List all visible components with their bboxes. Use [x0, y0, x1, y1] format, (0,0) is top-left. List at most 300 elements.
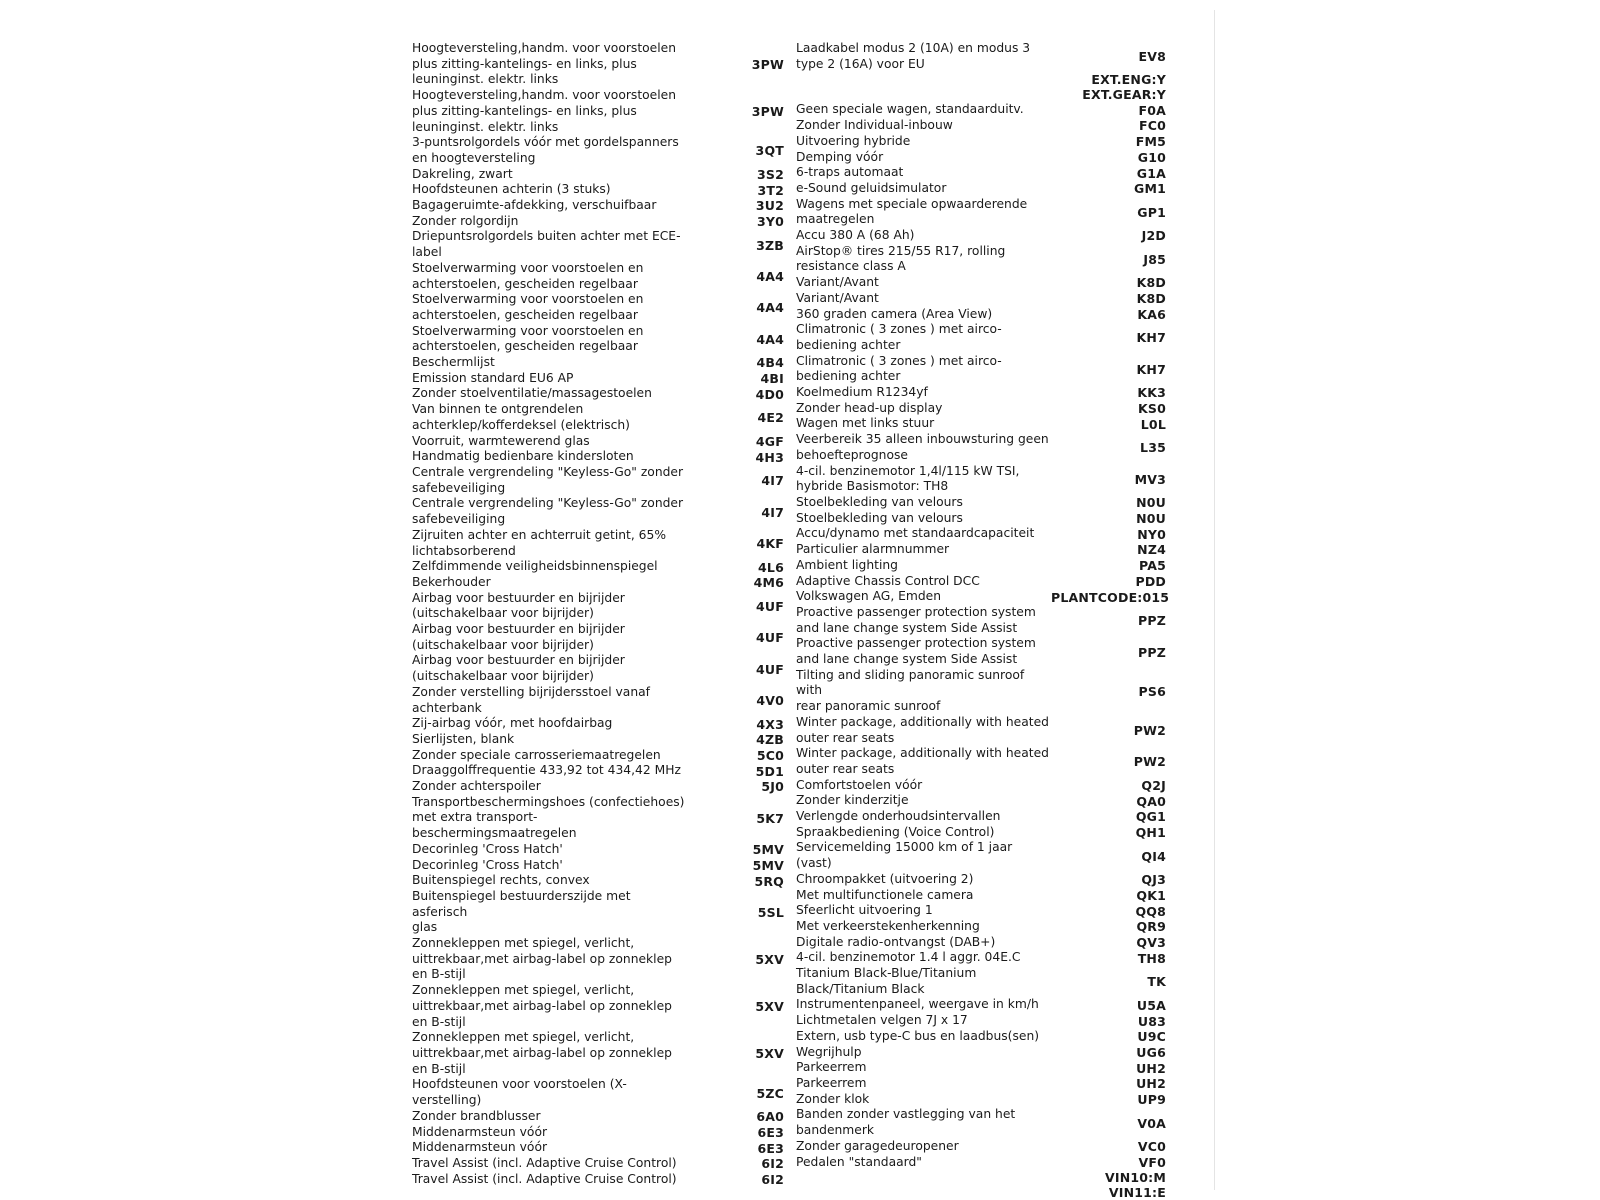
option-code: PDD	[1135, 573, 1166, 589]
option-row	[796, 291, 1166, 307]
option-row	[412, 167, 784, 183]
option-description: Centrale vergrendeling "Keyless-Go" zonder safebeveiliging	[412, 464, 684, 495]
option-description: Proactive passenger protection system and lane change system Side Assist	[796, 636, 1036, 667]
option-row	[796, 542, 1166, 558]
option-row	[412, 1172, 784, 1188]
option-description: Stoelbekleding van velours	[796, 494, 963, 509]
option-row	[796, 354, 1166, 385]
option-row	[796, 1060, 1166, 1076]
option-description: Zonder head-up display	[796, 400, 943, 415]
option-description: Uitvoering hybride	[796, 133, 911, 148]
option-description: Airbag voor bestuurder en bijrijder (uitschakelbaar voor bijrijder)	[412, 622, 625, 652]
option-description: Sfeerlicht uitvoering 1	[796, 903, 933, 918]
option-code: KS0	[1138, 401, 1166, 417]
option-code: 5D1	[755, 763, 784, 779]
option-code: UG6	[1136, 1044, 1166, 1060]
option-code: VF0	[1138, 1154, 1166, 1170]
option-description: Geen speciale wagen, standaarduitv.	[796, 102, 1024, 117]
option-description: Travel Assist (incl. Adaptive Cruise Control)	[412, 1171, 677, 1186]
option-code: 4E2	[757, 410, 784, 426]
option-description: Particulier alarmnummer	[796, 542, 950, 557]
option-row	[796, 165, 1166, 181]
option-code: U83	[1137, 1013, 1166, 1029]
option-description: Adaptive Chassis Control DCC	[796, 573, 980, 588]
option-description: Bekerhouder	[412, 574, 491, 589]
option-code: 6I2	[761, 1156, 784, 1172]
option-description: Zonder garagedeuropener	[796, 1138, 959, 1153]
option-description: Zonder kinderzitje	[796, 793, 909, 808]
option-row	[796, 1029, 1166, 1045]
option-code: 4H3	[755, 449, 784, 465]
option-row	[412, 716, 784, 732]
option-description: Wagens met speciale opwaarderende maatregelen	[796, 196, 1028, 227]
option-code: 6E3	[757, 1140, 784, 1156]
option-code: 3Y0	[756, 214, 784, 230]
option-row	[412, 41, 784, 88]
option-description: Hoogteversteling,handm. voor voorstoelen plus zitting-kantelings- en links, plus leuninginst. elektr. links	[412, 88, 677, 134]
option-code: 3ZB	[756, 237, 784, 253]
option-row	[412, 653, 784, 684]
option-description: Airbag voor bestuurder en bijrijder (uitschakelbaar voor bijrijder)	[412, 653, 625, 684]
option-description: Zij-airbag vóór, met hoofdairbag	[412, 716, 613, 731]
option-code: 6I2	[761, 1171, 784, 1187]
option-code: NY0	[1137, 526, 1166, 542]
option-code: 3PW	[751, 57, 784, 73]
option-row	[796, 307, 1166, 323]
option-code: KH7	[1136, 361, 1166, 377]
option-code: 4A4	[756, 300, 784, 316]
option-row	[796, 1170, 1166, 1185]
option-row	[412, 386, 784, 402]
option-code: 3S2	[757, 166, 784, 182]
option-code: K8D	[1136, 291, 1166, 307]
option-description: Banden zonder vastlegging van het bandenmerk	[796, 1107, 1016, 1138]
option-code: 3U2	[755, 198, 784, 214]
option-code: KH7	[1136, 330, 1166, 346]
option-row	[796, 72, 1166, 87]
option-row	[796, 275, 1166, 291]
option-row	[796, 935, 1166, 951]
option-description: Buitenspiegel rechts, convex	[412, 873, 590, 888]
option-row	[412, 1109, 784, 1125]
option-description: Accu/dynamo met standaardcapaciteit	[796, 526, 1035, 541]
option-description: Digitale radio-ontvangst (DAB+)	[796, 934, 996, 949]
option-description: Volkswagen AG, Emden	[796, 589, 942, 604]
option-code: QR9	[1136, 919, 1166, 935]
option-description: Veerbereik 35 alleen inbouwsturing geen behoefteprognose	[796, 432, 1049, 462]
option-code: 4KF	[756, 536, 784, 551]
option-description: 4-cil. benzinemotor 1.4 l aggr. 04E.C	[796, 950, 1021, 965]
option-description: Spraakbediening (Voice Control)	[796, 824, 995, 839]
option-description: Zonder Individual-inbouw	[796, 118, 953, 133]
option-row	[412, 198, 784, 214]
option-description: 4-cil. benzinemotor 1,4l/115 kW TSI, hybride Basismotor: TH8	[796, 463, 1020, 494]
option-row	[796, 778, 1166, 794]
option-row	[796, 41, 1166, 72]
option-description: Laadkabel modus 2 (10A) en modus 3 type 2 (16A) voor EU	[796, 41, 1031, 71]
option-code: U5A	[1136, 997, 1166, 1013]
option-row	[796, 715, 1166, 746]
option-description: Zonder klok	[796, 1091, 870, 1106]
option-description: Zonder rolgordijn	[412, 213, 519, 228]
option-row	[796, 181, 1166, 197]
option-code: 5MV	[752, 857, 784, 873]
option-row	[412, 496, 784, 527]
option-code: 5XV	[755, 952, 784, 968]
option-row	[412, 355, 784, 371]
option-description: Zonnekleppen met spiegel, verlicht, uittrekbaar,met airbag-label op zonneklep en B-stijl	[412, 983, 672, 1029]
option-row	[412, 528, 784, 559]
option-row	[412, 292, 784, 323]
option-code: V0A	[1137, 1115, 1166, 1131]
option-row	[796, 526, 1166, 542]
option-code: VC0	[1137, 1139, 1166, 1155]
option-row	[412, 402, 784, 433]
option-code: 3PW	[751, 104, 784, 120]
option-code: PS6	[1138, 683, 1166, 699]
option-code: UH2	[1136, 1076, 1166, 1092]
option-description: Van binnen te ontgrendelen achterklep/kofferdeksel (elektrisch)	[412, 402, 630, 432]
option-description: Variant/Avant	[796, 290, 879, 305]
option-row	[796, 102, 1166, 118]
option-description: Beschermlijst	[412, 355, 495, 370]
option-description: Middenarmsteun vóór	[412, 1124, 548, 1139]
option-code: PW2	[1133, 754, 1166, 770]
option-row	[412, 88, 784, 135]
option-code: QI4	[1141, 848, 1166, 864]
option-row	[412, 779, 784, 795]
option-code: 4V0	[756, 693, 784, 709]
option-row	[412, 434, 784, 450]
option-row	[412, 1156, 784, 1172]
option-row	[412, 591, 784, 622]
option-description: 6-traps automaat	[796, 165, 904, 180]
option-row	[796, 605, 1166, 636]
option-description: Draaggolffrequentie 433,92 tot 434,42 MHz	[412, 763, 681, 778]
option-row	[796, 1139, 1166, 1155]
option-description: Met verkeerstekenherkenning	[796, 918, 980, 933]
option-row	[796, 495, 1166, 511]
option-row	[412, 324, 784, 355]
option-description: AirStop® tires 215/55 R17, rolling resistance class A	[796, 243, 1006, 274]
option-code: 5XV	[755, 1046, 784, 1062]
option-description: Hoofdsteunen achterin (3 stuks)	[412, 182, 611, 197]
option-row	[796, 1185, 1166, 1200]
option-row	[412, 465, 784, 496]
option-row	[412, 1030, 784, 1077]
option-code: UP9	[1137, 1092, 1166, 1108]
option-code: EV8	[1138, 49, 1166, 65]
option-code: 4GF	[755, 433, 784, 449]
option-row	[412, 763, 784, 779]
option-code: UH2	[1136, 1060, 1166, 1076]
option-code: L35	[1140, 440, 1166, 456]
option-row	[796, 87, 1166, 102]
option-code: 4A4	[756, 269, 784, 285]
option-row	[796, 322, 1166, 353]
option-row	[796, 950, 1166, 966]
option-description: Hoogteversteling,handm. voor voorstoelen plus zitting-kantelings- en links, plus leuninginst. elektr. links	[412, 41, 677, 87]
option-row	[412, 1077, 784, 1108]
option-code: G10	[1137, 149, 1166, 165]
option-code: 5SL	[757, 905, 784, 921]
option-code: L0L	[1140, 416, 1166, 432]
option-row	[412, 182, 784, 198]
option-description: Climatronic ( 3 zones ) met airco- bediening achter	[796, 353, 1002, 384]
option-code: PPZ	[1138, 613, 1166, 629]
option-code: QG1	[1135, 809, 1166, 825]
option-code: 4I7	[761, 504, 784, 520]
option-description: Winter package, additionally with heated outer rear seats	[796, 746, 1049, 776]
option-code: N0U	[1136, 511, 1166, 527]
option-code: FC0	[1138, 118, 1166, 134]
option-row	[412, 261, 784, 292]
option-description: Stoelverwarming voor voorstoelen en achterstoelen, gescheiden regelbaar	[412, 260, 644, 291]
option-code: Q2J	[1141, 777, 1166, 793]
option-code: 5J0	[761, 779, 784, 795]
option-code: 5ZC	[756, 1085, 784, 1101]
option-code: QV3	[1136, 935, 1166, 951]
option-description: Stoelverwarming voor voorstoelen en achterstoelen, gescheiden regelbaar	[412, 292, 644, 322]
option-description: Zonnekleppen met spiegel, verlicht, uittrekbaar,met airbag-label op zonneklep en B-stijl	[412, 936, 672, 982]
option-row	[796, 1092, 1166, 1108]
option-code: QH1	[1135, 825, 1166, 841]
option-row	[796, 903, 1166, 919]
option-code: 4B4	[756, 355, 784, 371]
option-description: Lichtmetalen velgen 7J x 17	[796, 1013, 968, 1028]
option-description: e-Sound geluidsimulator	[796, 180, 947, 195]
option-code: U9C	[1137, 1029, 1166, 1045]
option-description: Variant/Avant	[796, 275, 879, 290]
option-code: F0A	[1138, 102, 1166, 118]
option-row	[412, 1125, 784, 1141]
option-description: Middenarmsteun vóór	[412, 1140, 548, 1155]
option-code: 6A0	[756, 1109, 784, 1125]
option-code: 5XV	[755, 999, 784, 1015]
option-row	[796, 574, 1166, 590]
option-code: 4BI	[760, 371, 784, 387]
option-code: 3QT	[755, 143, 784, 159]
option-code: PA5	[1139, 558, 1166, 574]
option-description: Zonder verstelling bijrijdersstoel vanaf achterbank	[412, 684, 650, 715]
option-code: EXT.GEAR:Y	[1082, 87, 1166, 103]
option-description: Transportbeschermingshoes (confectiehoes) met extra transport- beschermingsmaatregelen	[412, 794, 685, 841]
scan-page-edge	[1214, 10, 1215, 1190]
option-description: 3-puntsrolgordels vóór met gordelspanners en hoogteversteling	[412, 135, 679, 165]
option-row	[796, 840, 1166, 871]
option-description: Hoofdsteunen voor voorstoelen (X- verstelling)	[412, 1077, 627, 1108]
option-code: 4A4	[756, 331, 784, 347]
option-row	[796, 244, 1166, 275]
option-description: Koelmedium R1234yf	[796, 385, 928, 400]
option-row	[412, 214, 784, 230]
option-code: J85	[1143, 251, 1166, 267]
option-code: 4I7	[761, 473, 784, 489]
option-row	[412, 795, 784, 842]
option-code: K8D	[1136, 275, 1166, 291]
option-row	[412, 685, 784, 716]
option-description: Dakreling, zwart	[412, 166, 513, 181]
option-description: Zelfdimmende veiligheidsbinnenspiegel	[412, 559, 658, 574]
option-code: N0U	[1136, 495, 1166, 511]
option-row	[412, 575, 784, 591]
option-row	[796, 825, 1166, 841]
option-row	[796, 385, 1166, 401]
option-row	[796, 1045, 1166, 1061]
option-row	[796, 809, 1166, 825]
option-row	[796, 1013, 1166, 1029]
option-code: 4UF	[756, 630, 784, 646]
option-code: 5MV	[752, 842, 784, 858]
option-description: Proactive passenger protection system and lane change system Side Assist	[796, 604, 1036, 635]
option-row	[796, 1107, 1166, 1138]
option-description: Zijruiten achter en achterruit getint, 65% lichtabsorberend	[412, 527, 667, 558]
option-description: Tilting and sliding panoramic sunroof with rear panoramic sunroof	[796, 667, 1025, 714]
option-description: Decorinleg 'Cross Hatch'	[412, 857, 563, 872]
option-description: Airbag voor bestuurder en bijrijder (uitschakelbaar voor bijrijder)	[412, 590, 625, 621]
option-row	[796, 432, 1166, 463]
option-code: 4UF	[756, 661, 784, 677]
option-description: Pedalen "standaard"	[796, 1154, 922, 1169]
option-description: Stoelbekleding van velours	[796, 510, 963, 525]
option-code: 4M6	[753, 575, 784, 591]
option-row	[412, 858, 784, 874]
option-code: KA6	[1137, 306, 1166, 322]
option-code: TK	[1147, 974, 1166, 990]
option-row	[412, 748, 784, 764]
option-description: Travel Assist (incl. Adaptive Cruise Control)	[412, 1155, 677, 1170]
option-description: Stoelverwarming voor voorstoelen en achterstoelen, gescheiden regelbaar	[412, 323, 644, 354]
option-code: QK1	[1136, 887, 1166, 903]
option-code: QA0	[1136, 793, 1166, 809]
option-code: VIN10:M	[1104, 1170, 1166, 1186]
option-row	[796, 118, 1166, 134]
option-code: NZ4	[1137, 542, 1166, 558]
option-code: 4D0	[755, 386, 784, 402]
option-description: Zonnekleppen met spiegel, verlicht, uittrekbaar,met airbag-label op zonneklep en B-stijl	[412, 1030, 672, 1076]
option-row	[796, 793, 1166, 809]
option-row	[796, 1155, 1166, 1171]
option-row	[796, 746, 1166, 777]
option-code: 4X3	[756, 716, 784, 732]
option-row	[796, 668, 1166, 715]
option-description: Wagen met links stuur	[796, 416, 935, 431]
option-description: Zonder brandblusser	[412, 1108, 541, 1123]
option-row	[796, 636, 1166, 667]
option-description: Climatronic ( 3 zones ) met airco- bediening achter	[796, 322, 1002, 352]
option-row	[412, 889, 784, 936]
option-description: Zonder speciale carrosseriemaatregelen	[412, 747, 661, 762]
option-code: 4ZB	[756, 732, 784, 748]
option-code: QJ3	[1141, 872, 1166, 888]
option-code: PLANTCODE:015	[1051, 589, 1170, 605]
option-code: QQ8	[1135, 903, 1166, 919]
option-row	[796, 919, 1166, 935]
options-list-left	[412, 41, 784, 1187]
options-list-right	[796, 41, 1170, 1200]
option-row	[796, 511, 1166, 527]
option-row	[796, 589, 1170, 605]
option-row	[796, 150, 1166, 166]
option-description: Servicemelding 15000 km of 1 jaar (vast)	[796, 840, 1013, 871]
option-row	[412, 135, 784, 166]
option-row	[796, 558, 1166, 574]
option-row	[412, 371, 784, 387]
option-row	[796, 997, 1166, 1013]
option-code: 6E3	[757, 1124, 784, 1140]
option-description: Sierlijsten, blank	[412, 731, 515, 746]
option-description: Titanium Black-Blue/Titanium Black/Titanium Black	[796, 966, 977, 996]
option-code: G1A	[1136, 165, 1166, 181]
option-description: Bagageruimte-afdekking, verschuifbaar	[412, 198, 657, 213]
option-row	[796, 416, 1166, 432]
option-code: KK3	[1137, 385, 1166, 401]
option-description: Parkeerrem	[796, 1060, 867, 1075]
option-description: Buitenspiegel bestuurderszijde met asferisch glas	[412, 888, 631, 935]
option-description: Comfortstoelen vóór	[796, 777, 923, 792]
option-row	[412, 559, 784, 575]
option-row	[796, 228, 1166, 244]
option-description: Zonder stoelventilatie/massagestoelen	[412, 386, 652, 401]
option-description: Chroompakket (uitvoering 2)	[796, 871, 974, 886]
option-row	[796, 888, 1166, 904]
option-row	[796, 1076, 1166, 1092]
option-code: PW2	[1133, 723, 1166, 739]
option-row	[412, 842, 784, 858]
option-row	[412, 983, 784, 1030]
option-row	[412, 449, 784, 465]
option-code: VIN11:E	[1108, 1185, 1166, 1200]
option-row	[412, 622, 784, 653]
option-code: 4UF	[756, 598, 784, 614]
option-code: FM5	[1135, 134, 1166, 150]
option-code: TH8	[1137, 950, 1166, 966]
option-description: Demping vóór	[796, 149, 884, 164]
option-description: Handmatig bedienbare kindersloten	[412, 449, 634, 464]
option-row	[412, 873, 784, 889]
option-code: GP1	[1137, 204, 1166, 220]
option-row	[412, 229, 784, 260]
option-description: Zonder achterspoiler	[412, 779, 541, 794]
option-row	[796, 966, 1166, 997]
option-code: EXT.ENG:Y	[1091, 72, 1166, 88]
option-code: PPZ	[1138, 644, 1166, 660]
option-description: Decorinleg 'Cross Hatch'	[412, 841, 563, 856]
option-description: Parkeerrem	[796, 1076, 867, 1090]
option-row	[796, 464, 1166, 495]
option-description: Verlengde onderhoudsintervallen	[796, 809, 1001, 824]
option-row	[412, 732, 784, 748]
option-description: Accu 380 A (68 Ah)	[796, 228, 915, 243]
option-description: Voorruit, warmtewerend glas	[412, 433, 590, 448]
option-description: Winter package, additionally with heated outer rear seats	[796, 714, 1049, 745]
option-code: J2D	[1141, 228, 1166, 244]
option-description: Met multifunctionele camera	[796, 887, 974, 902]
option-code: 5C0	[756, 747, 784, 763]
option-description: Extern, usb type-C bus en laadbus(sen)	[796, 1028, 1040, 1043]
option-description: Emission standard EU6 AP	[412, 370, 574, 385]
option-code: GM1	[1134, 181, 1166, 197]
option-description: Instrumentenpaneel, weergave in km/h	[796, 997, 1039, 1012]
option-description: Centrale vergrendeling "Keyless-Go" zonder safebeveiliging	[412, 496, 684, 527]
option-description: Driepuntsrolgordels buiten achter met ECE- label	[412, 229, 681, 260]
option-row	[796, 197, 1166, 228]
option-row	[412, 936, 784, 983]
option-description: Ambient lighting	[796, 557, 898, 572]
option-description: 360 graden camera (Area View)	[796, 306, 993, 321]
option-description: Wegrijhulp	[796, 1044, 862, 1059]
option-row	[796, 872, 1166, 888]
